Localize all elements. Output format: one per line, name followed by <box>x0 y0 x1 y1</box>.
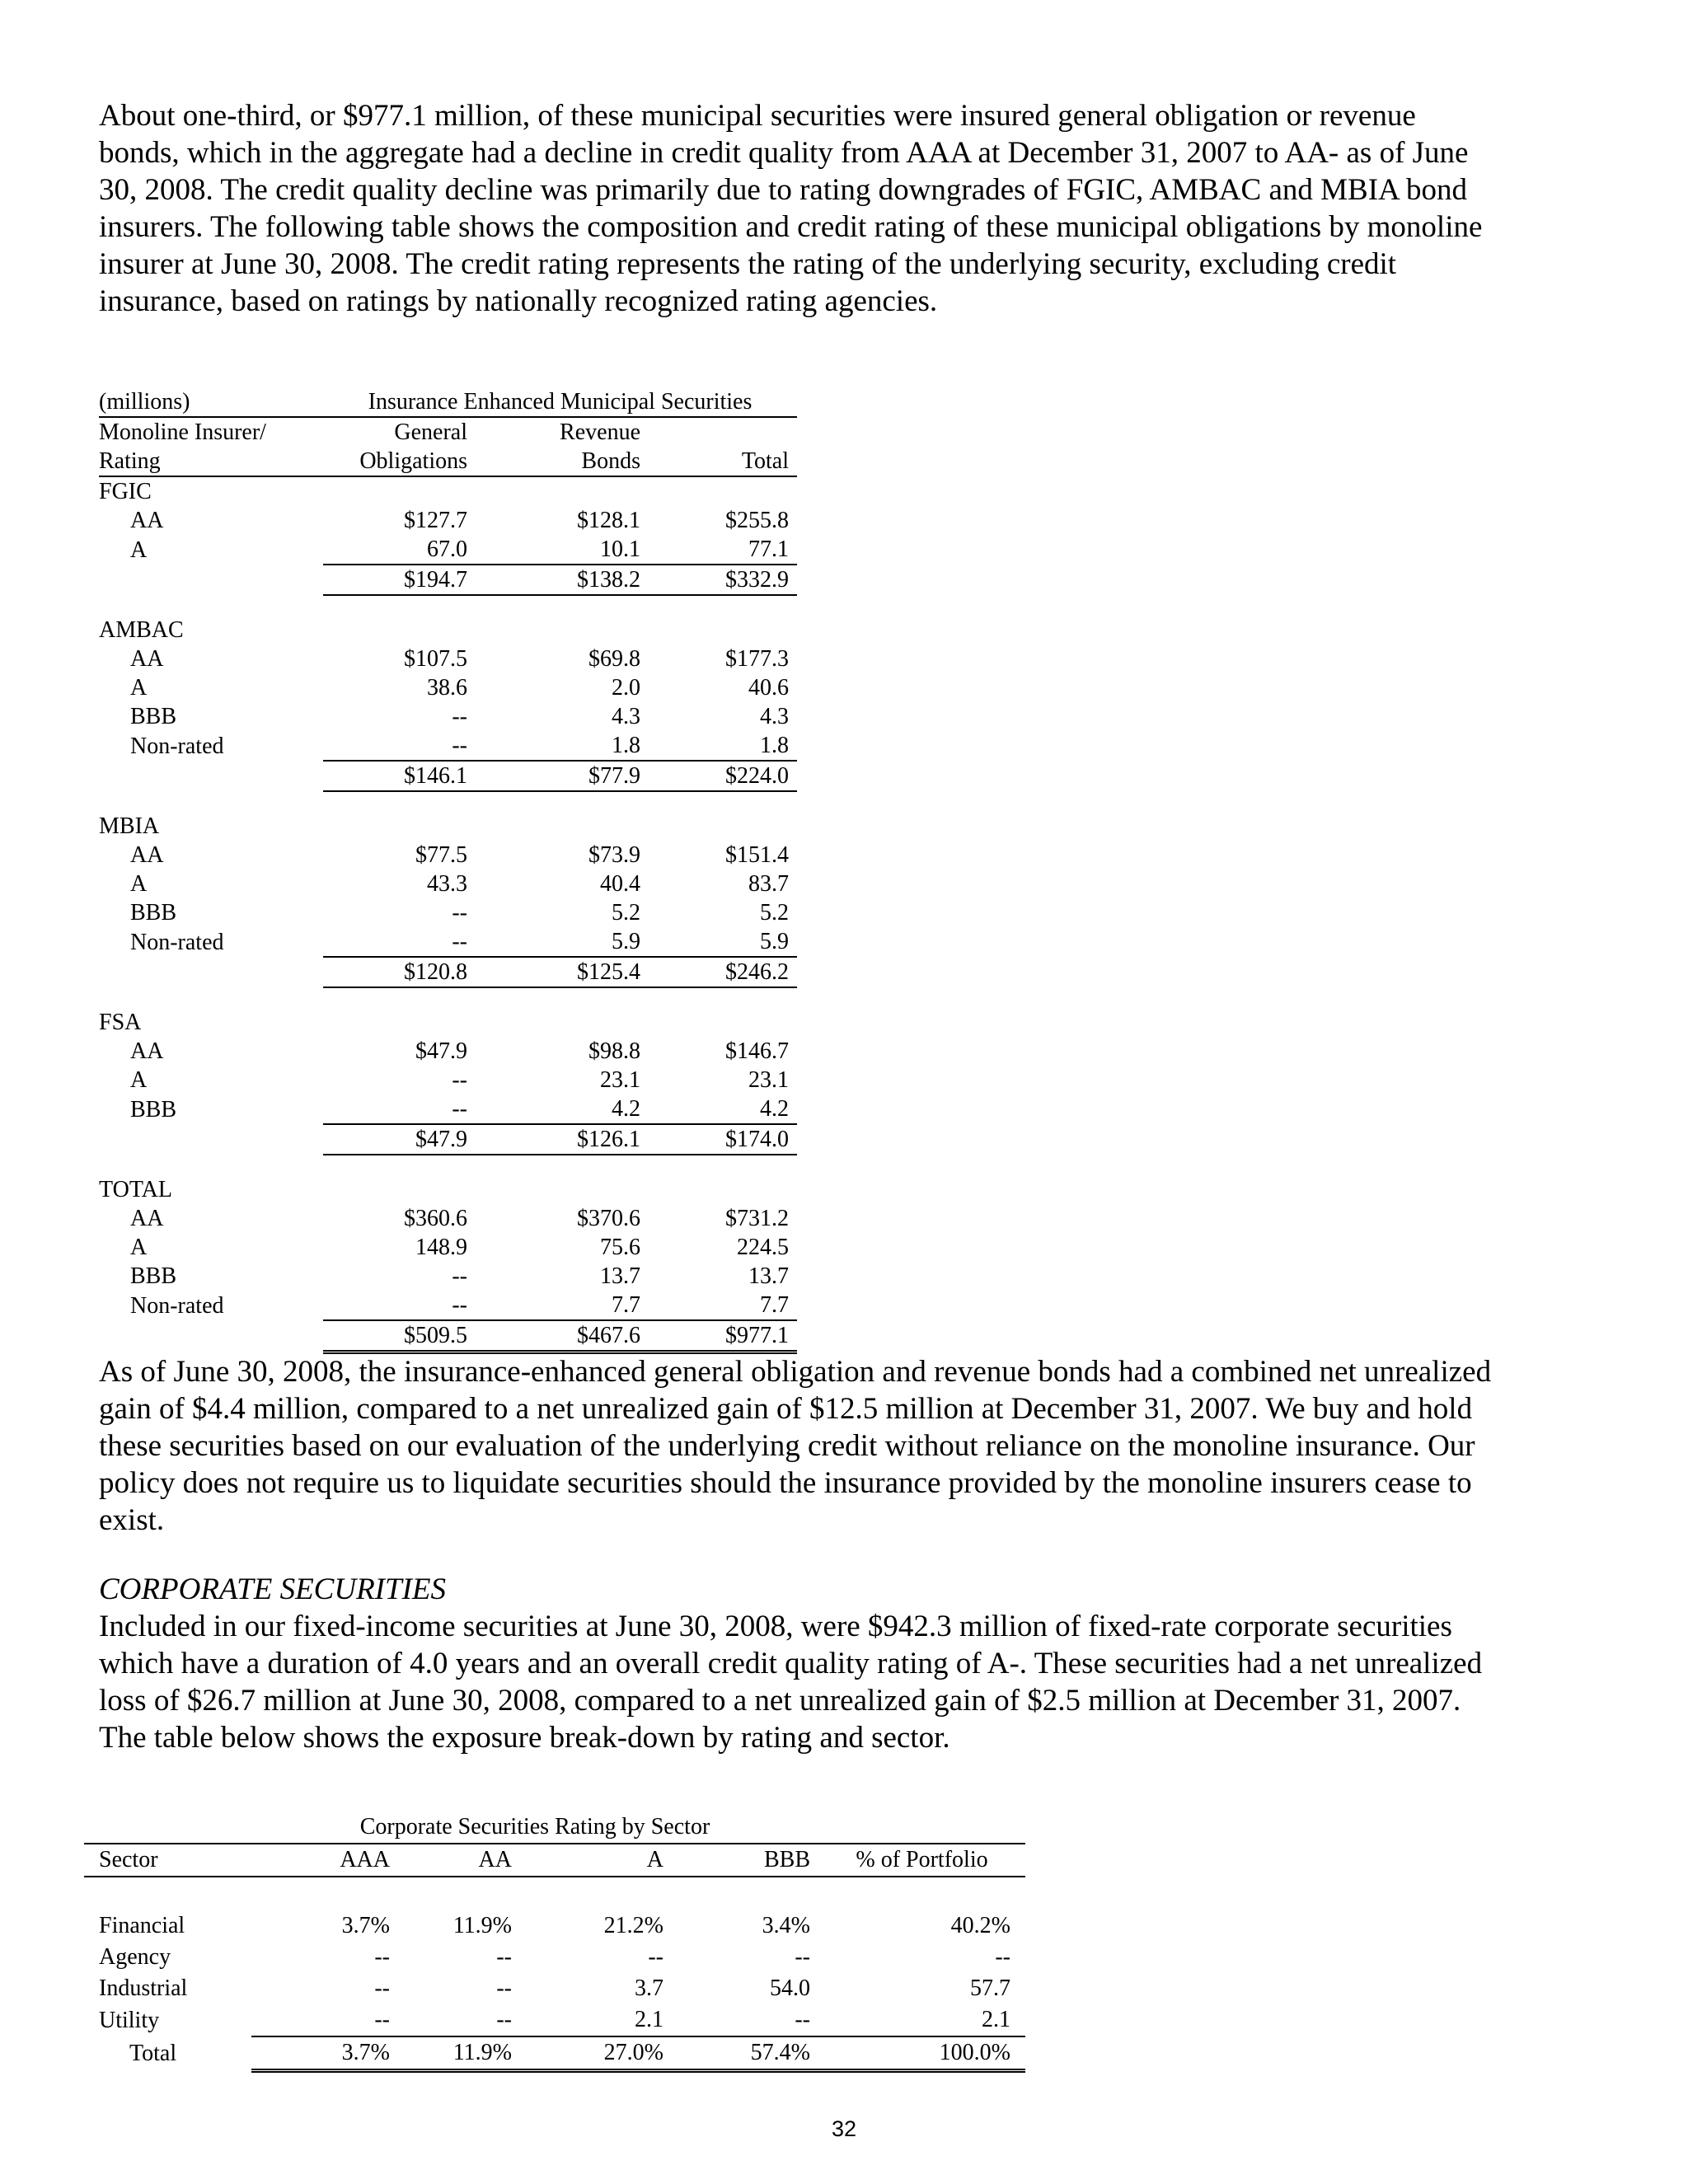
group-header-row <box>99 812 797 841</box>
rating-value: -- <box>648 1944 663 1970</box>
insurer-name: TOTAL <box>99 1177 173 1202</box>
corporate-securities-paragraph: Included in our fixed-income securities at June 30, 2008, were $942.3 million of fixed-rate corporate securities which have a duration of 4.0 years and an overall credit quality rating of A-. These securities had a net unrealized loss of $26.7 million at June 30, 2008, compared to a net unrealized gain of $2.5 million at December 31, 2007. The table below shows the exposure break-down by rating and sector. <box>99 1610 1483 1755</box>
general-obligations-value: -- <box>323 1094 476 1124</box>
table-row <box>99 898 797 927</box>
table-row <box>99 1066 797 1094</box>
rating-value: 3.4% <box>762 1913 810 1938</box>
column-header: A <box>520 1844 672 1877</box>
table-row <box>99 731 797 761</box>
rating-label: BBB <box>130 1263 177 1289</box>
column-header <box>649 417 797 447</box>
rating-label: AA <box>130 842 164 868</box>
general-obligations-value: 38.6 <box>427 675 467 701</box>
subtotal-row <box>99 1320 797 1352</box>
subtotal-row <box>99 761 797 791</box>
total-value: 57.4% <box>672 2036 818 2071</box>
subtotal-general-obligations: $509.5 <box>323 1320 476 1352</box>
rating-label: AA <box>130 508 164 533</box>
revenue-bonds-value: 2.0 <box>612 675 640 701</box>
general-obligations-value: $47.9 <box>415 1038 467 1064</box>
header-row <box>99 417 797 447</box>
total-value: $177.3 <box>725 646 789 672</box>
total-value: 11.9% <box>398 2036 520 2071</box>
subtotal-total: $332.9 <box>649 565 797 595</box>
table-row <box>99 673 797 702</box>
rating-value: -- <box>374 1944 390 1970</box>
total-value: 5.2 <box>760 900 789 926</box>
sector-label: Utility <box>99 2007 160 2033</box>
total-value: $255.8 <box>725 508 789 533</box>
spacer-row <box>99 595 797 616</box>
rating-label: BBB <box>130 704 177 729</box>
column-header: % of Portfolio <box>818 1844 1025 1877</box>
rating-label: A <box>130 1067 148 1093</box>
rating-value: -- <box>398 2004 520 2036</box>
revenue-bonds-value: $69.8 <box>588 646 640 672</box>
general-obligations-value: 148.9 <box>415 1235 467 1260</box>
table-row <box>99 869 797 898</box>
revenue-bonds-value: 7.7 <box>476 1291 649 1320</box>
rating-label: AA <box>130 646 164 672</box>
rating-value: 11.9% <box>452 1913 512 1938</box>
subtotal-total: $174.0 <box>649 1124 797 1155</box>
table-row <box>84 1973 1025 2004</box>
general-obligations-value: -- <box>323 1291 476 1320</box>
spacer-row <box>99 791 797 812</box>
revenue-bonds-value: 75.6 <box>600 1235 640 1260</box>
rating-value: 2.1 <box>818 2004 1025 2036</box>
column-header: Bonds <box>476 447 649 476</box>
total-value: 23.1 <box>748 1067 789 1093</box>
column-header: AA <box>398 1844 520 1877</box>
revenue-bonds-value: 13.7 <box>600 1263 640 1289</box>
total-row <box>84 2036 1025 2071</box>
revenue-bonds-value: 4.3 <box>612 704 640 729</box>
column-header: AAA <box>251 1844 398 1877</box>
sector-label: Financial <box>99 1913 185 1938</box>
subtotal-row <box>99 565 797 595</box>
rating-value: -- <box>496 1975 512 2001</box>
total-value: 83.7 <box>748 871 789 897</box>
revenue-bonds-value: $370.6 <box>577 1206 640 1231</box>
rating-value: -- <box>995 1944 1010 1970</box>
revenue-bonds-value: $98.8 <box>588 1038 640 1064</box>
rating-value: -- <box>672 2004 818 2036</box>
total-value: 1.8 <box>649 731 797 761</box>
rating-label: A <box>130 871 148 897</box>
rating-value: 40.2% <box>950 1913 1010 1938</box>
subtotal-revenue-bonds: $125.4 <box>476 957 649 987</box>
subtotal-total: $224.0 <box>649 761 797 791</box>
general-obligations-value: 67.0 <box>323 535 476 565</box>
column-header: Sector <box>84 1844 251 1877</box>
total-value: $151.4 <box>725 842 789 868</box>
rating-label: Non-rated <box>130 1292 224 1319</box>
rating-value: -- <box>795 1944 810 1970</box>
insurer-name: FSA <box>99 1010 142 1035</box>
group-header-row <box>99 1175 797 1204</box>
rating-value: 21.2% <box>603 1913 663 1938</box>
revenue-bonds-value: 40.4 <box>600 871 640 897</box>
page-number: 32 <box>831 2116 857 2141</box>
rating-label: Non-rated <box>130 929 224 955</box>
spacer-row <box>84 1877 1025 1910</box>
revenue-bonds-value: 4.2 <box>476 1094 649 1124</box>
table-title-row <box>84 1811 1025 1844</box>
spacer-row <box>99 1155 797 1175</box>
general-obligations-value: -- <box>452 900 467 926</box>
sector-label: Agency <box>99 1944 171 1970</box>
header-row <box>84 1844 1025 1877</box>
insurance-enhanced-municipal-securities-table <box>99 387 797 1354</box>
subtotal-revenue-bonds: $138.2 <box>476 565 649 595</box>
total-value: $731.2 <box>725 1206 789 1231</box>
rating-label: Non-rated <box>130 733 224 759</box>
rating-value: -- <box>251 2004 398 2036</box>
insurer-name: FGIC <box>99 479 152 504</box>
corporate-securities-heading: CORPORATE SECURITIES <box>99 1572 447 1606</box>
total-value: 40.6 <box>748 675 789 701</box>
column-header: Obligations <box>323 447 476 476</box>
sector-label: Industrial <box>99 1975 188 2001</box>
column-header: General <box>394 419 467 445</box>
total-label: Total <box>129 2040 177 2066</box>
group-header-row <box>99 476 797 506</box>
table-row <box>84 1910 1025 1942</box>
table-row <box>84 2004 1025 2036</box>
spacer-row <box>99 987 797 1008</box>
group-header-row <box>99 616 797 644</box>
table-row <box>99 1233 797 1262</box>
rating-value: 54.0 <box>770 1975 810 2001</box>
table-row <box>99 506 797 535</box>
table-row <box>99 1262 797 1291</box>
table-row <box>99 1291 797 1320</box>
revenue-bonds-value: 5.9 <box>476 927 649 957</box>
revenue-bonds-value: 5.2 <box>612 900 640 926</box>
header-row <box>99 447 797 476</box>
table-row <box>84 1942 1025 1973</box>
general-obligations-value: -- <box>452 1263 467 1289</box>
table-row <box>99 927 797 957</box>
rating-label: BBB <box>130 900 177 926</box>
column-header: Rating <box>99 447 323 476</box>
general-obligations-value: 43.3 <box>427 871 467 897</box>
general-obligations-value: $127.7 <box>404 508 467 533</box>
rating-value: 3.7 <box>635 1975 663 2001</box>
total-value: 27.0% <box>520 2036 672 2071</box>
rating-value: 2.1 <box>520 2004 672 2036</box>
rating-label: A <box>130 537 148 563</box>
column-header: Revenue <box>560 419 640 445</box>
table-title-row <box>99 387 797 417</box>
rating-value: -- <box>374 1975 390 2001</box>
insurer-name: AMBAC <box>99 617 184 643</box>
rating-value: 57.7 <box>970 1975 1010 2001</box>
total-value: $146.7 <box>725 1038 789 1064</box>
rating-label: A <box>130 1235 148 1260</box>
subtotal-revenue-bonds: $126.1 <box>476 1124 649 1155</box>
subtotal-general-obligations: $120.8 <box>323 957 476 987</box>
general-obligations-value: -- <box>452 704 467 729</box>
table-row <box>99 1037 797 1066</box>
total-value: 4.3 <box>760 704 789 729</box>
total-value: 13.7 <box>748 1263 789 1289</box>
insurer-name: MBIA <box>99 813 160 839</box>
general-obligations-value: $107.5 <box>404 646 467 672</box>
general-obligations-value: $360.6 <box>404 1206 467 1231</box>
general-obligations-value: -- <box>323 731 476 761</box>
table-row <box>99 644 797 673</box>
revenue-bonds-value: 10.1 <box>476 535 649 565</box>
subtotal-general-obligations: $194.7 <box>323 565 476 595</box>
subtotal-revenue-bonds: $77.9 <box>476 761 649 791</box>
intro-paragraph: About one-third, or $977.1 million, of these municipal securities were insured general obligation or revenue bonds, which in the aggregate had a decline in credit quality from AAA at December 31, 2007 to AA- as of June 30, 2008. The credit quality decline was primarily due to rating downgrades of FGIC, AMBAC and MBIA bond insurers. The following table shows the composition and credit rating of these municipal obligations by monoline insurer at June 30, 2008. The credit rating represents the rating of the underlying security, excluding credit insurance, based on ratings by nationally recognized rating agencies. <box>99 99 1483 318</box>
total-value: 224.5 <box>737 1235 789 1260</box>
general-obligations-value: $77.5 <box>415 842 467 868</box>
group-header-row <box>99 1008 797 1037</box>
rating-value: -- <box>496 1944 512 1970</box>
revenue-bonds-value: 1.8 <box>476 731 649 761</box>
corporate-securities-rating-table <box>84 1811 1025 2073</box>
subtotal-row <box>99 957 797 987</box>
revenue-bonds-value: $73.9 <box>588 842 640 868</box>
table-title: Corporate Securities Rating by Sector <box>359 1814 710 1840</box>
rating-label: AA <box>130 1038 164 1064</box>
revenue-bonds-value: 23.1 <box>600 1067 640 1093</box>
subtotal-row <box>99 1124 797 1155</box>
units-label: (millions) <box>99 387 323 417</box>
table-row <box>99 535 797 565</box>
total-value: 5.9 <box>649 927 797 957</box>
subtotal-total: $246.2 <box>649 957 797 987</box>
column-header: Monoline Insurer/ <box>99 419 266 445</box>
subtotal-general-obligations: $47.9 <box>323 1124 476 1155</box>
rating-label: A <box>130 675 148 701</box>
unrealized-gain-paragraph: As of June 30, 2008, the insurance-enhanced general obligation and revenue bonds had a combined net unrealized gain of $4.4 million, compared to a net unrealized gain of $12.5 million at December 31, 2007. We buy and hold these securities based on our evaluation of the underlying credit without reliance on the monoline insurance. Our policy does not require us to liquidate securities should the insurance provided by the monoline insurers cease to exist. <box>99 1355 1492 1537</box>
table-title: Insurance Enhanced Municipal Securities <box>323 387 797 417</box>
table-row <box>99 841 797 869</box>
rating-label: BBB <box>130 1096 177 1122</box>
table-row <box>99 1094 797 1124</box>
column-header: BBB <box>672 1844 818 1877</box>
total-value: 7.7 <box>649 1291 797 1320</box>
general-obligations-value: -- <box>452 1067 467 1093</box>
total-value: 100.0% <box>818 2036 1025 2071</box>
revenue-bonds-value: $128.1 <box>577 508 640 533</box>
subtotal-revenue-bonds: $467.6 <box>476 1320 649 1352</box>
total-value: 4.2 <box>649 1094 797 1124</box>
column-header: Total <box>649 447 797 476</box>
rating-value: 3.7% <box>341 1913 390 1938</box>
subtotal-general-obligations: $146.1 <box>323 761 476 791</box>
subtotal-total: $977.1 <box>649 1320 797 1352</box>
table-row <box>99 1204 797 1233</box>
general-obligations-value: -- <box>323 927 476 957</box>
table-row <box>99 702 797 731</box>
total-value: 77.1 <box>649 535 797 565</box>
total-value: 3.7% <box>251 2036 398 2071</box>
rating-label: AA <box>130 1206 164 1231</box>
